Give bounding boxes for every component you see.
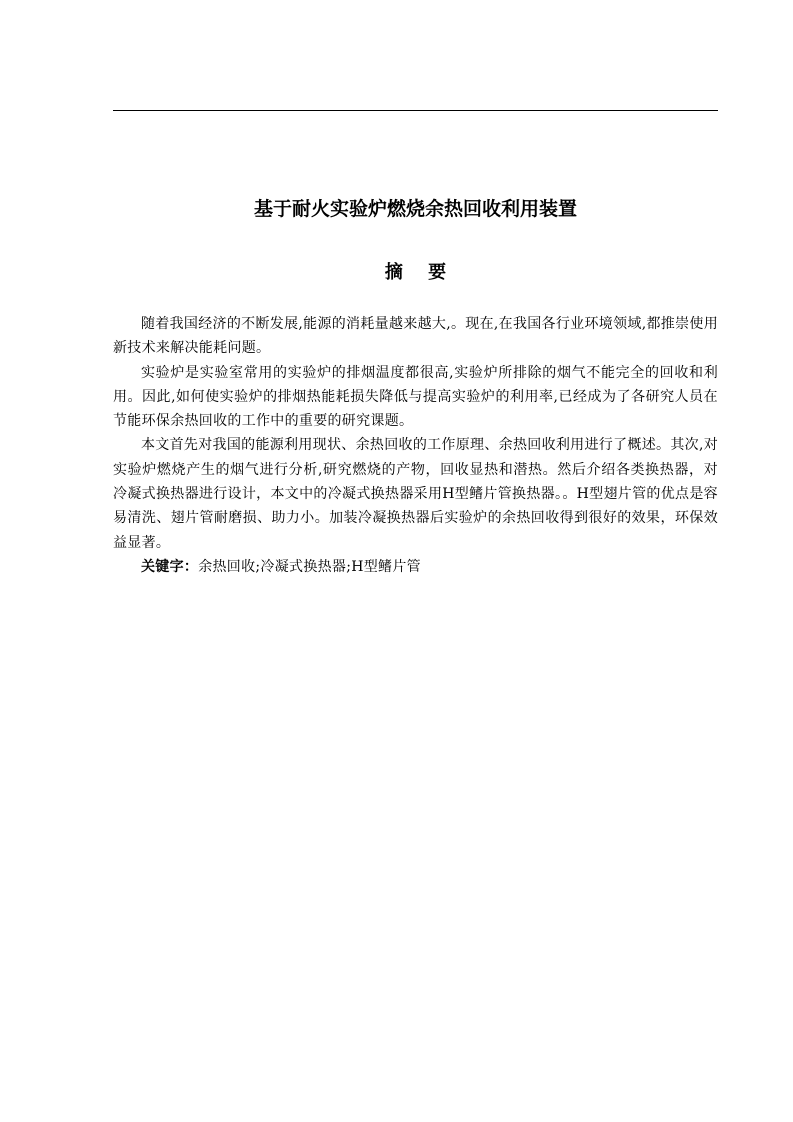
abstract-paragraph-3: 本文首先对我国的能源利用现状、余热回收的工作原理、余热回收利用进行了概述。其次,对实验炉燃烧产生的烟气进行分析,研究燃烧的产物，回收显热和潜热。然后介绍各类换热器，对冷凝式换热器进行设计，本文中的冷凝式换热器采用H型鳍片管换热器。。H型翅片管的优点是容易清洗、翅片管耐磨损、助力小。加装冷凝换热器后实验炉的余热回收得到很好的效果，环保效益显著。 (113, 437, 718, 551)
abstract-heading: 摘要 (384, 262, 472, 283)
keywords-label: 关键字： (141, 558, 199, 575)
abstract-body (113, 312, 718, 579)
keywords-line (113, 555, 718, 579)
abstract-paragraph-2: 实验炉是实验室常用的实验炉的排烟温度都很高,实验炉所排除的烟气不能完全的回收和利用。因此,如何使实验炉的排烟热能耗损失降低与提高实验炉的利用率,已经成为了各研究人员在节能环保余热回收的工作中的重要的研究课题。 (113, 364, 718, 430)
header-rule (113, 110, 718, 111)
keywords-value: 余热回收;冷凝式换热器;H型鳍片管 (198, 558, 421, 575)
abstract-paragraph-1: 随着我国经济的不断发展,能源的消耗量越来越大,。现在,在我国各行业环境领域,都推崇使用新技术来解决能耗问题。 (113, 316, 718, 357)
document-title: 基于耐火实验炉燃烧余热回收利用装置 (253, 198, 577, 220)
